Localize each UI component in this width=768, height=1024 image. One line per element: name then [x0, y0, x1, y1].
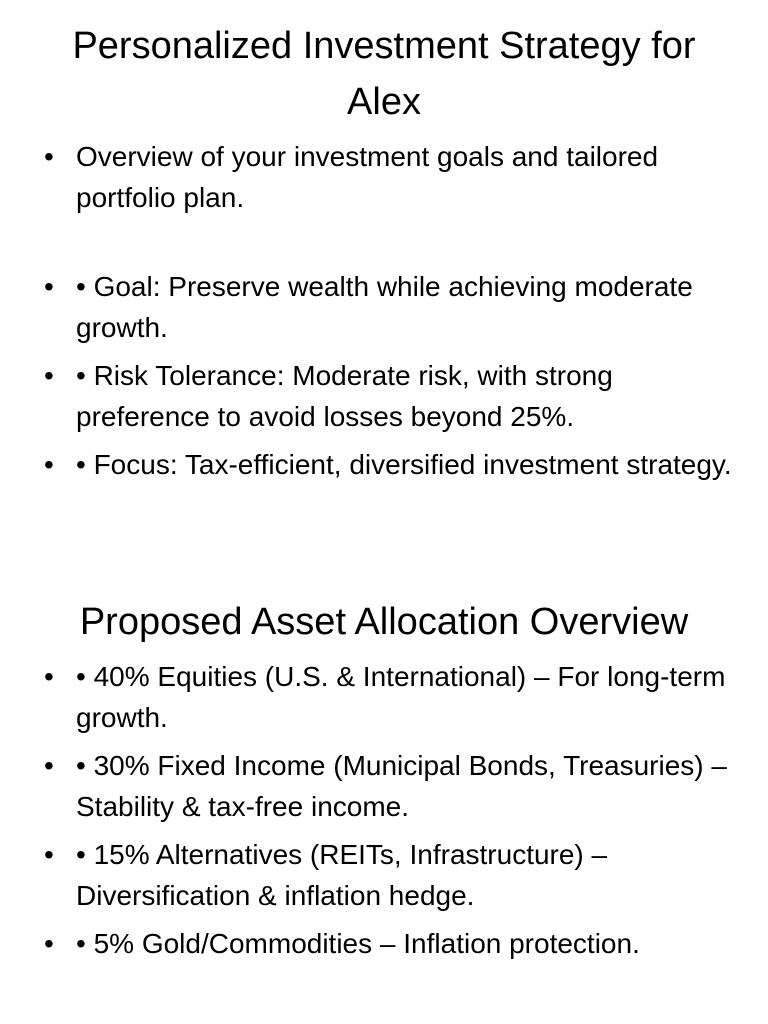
bullet-marker-icon: •	[44, 750, 54, 781]
bullet-marker-icon: •	[44, 449, 54, 480]
bullet-marker-icon: •	[44, 141, 54, 172]
bullet-item	[0, 444, 768, 485]
bullet-item	[0, 923, 768, 964]
bullet-item	[0, 266, 768, 348]
bullet-marker-icon: •	[44, 839, 54, 870]
slide-investment-strategy	[0, 0, 768, 492]
bullet-item	[0, 656, 768, 738]
bullet-text: • 40% Equities (U.S. & International) – For long-term growth.	[76, 661, 726, 733]
bullet-list	[0, 656, 768, 964]
slide-title: Personalized Investment Strategy for Alex	[72, 25, 696, 123]
bullet-item	[0, 355, 768, 437]
bullet-item	[0, 745, 768, 827]
bullet-text: • 30% Fixed Income (Municipal Bonds, Treasuries) – Stability & tax-free income.	[76, 750, 727, 822]
bullet-text: • 5% Gold/Commodities – Inflation protection.	[76, 928, 640, 959]
bullet-item	[0, 834, 768, 916]
bullet-text: Overview of your investment goals and tailored portfolio plan.	[76, 141, 659, 213]
bullet-marker-icon: •	[44, 271, 54, 302]
bullet-marker-icon: •	[44, 928, 54, 959]
bullet-text: • 15% Alternatives (REITs, Infrastructure) – Diversification & inflation hedge.	[76, 839, 608, 911]
bullet-item	[0, 136, 768, 218]
slide-asset-allocation	[0, 594, 768, 971]
bullet-marker-icon: •	[44, 360, 54, 391]
bullet-text: • Goal: Preserve wealth while achieving moderate growth.	[76, 271, 693, 343]
bullet-marker-icon: •	[44, 661, 54, 692]
bullet-list	[0, 136, 768, 485]
slide-title: Proposed Asset Allocation Overview	[79, 601, 689, 643]
bullet-text: • Risk Tolerance: Moderate risk, with strong preference to avoid losses beyond 25%.	[76, 360, 613, 432]
bullet-text: • Focus: Tax-efficient, diversified investment strategy.	[76, 449, 732, 480]
